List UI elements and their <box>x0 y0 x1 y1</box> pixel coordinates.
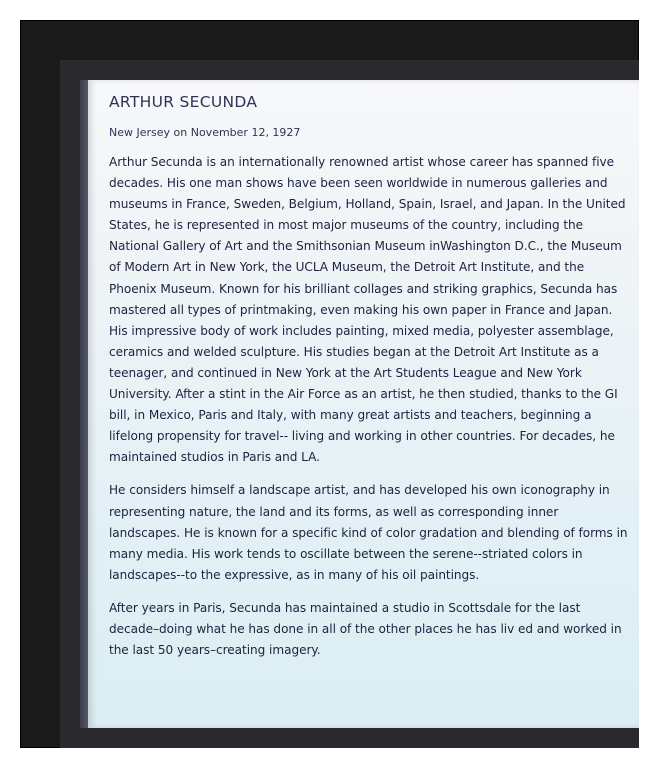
biography-paragraph-1: Arthur Secunda is an internationally renowned artist whose career has spanned five decades. His one man shows have been seen worldwide in numerous galleries and museums in France, Sweden, Belgium, Holland, Spain, Israel, and Japan. In the United States, he is represented in most major museums of the country, including the National Gallery of Art and the Smithsonian Museum inWashington D.C., the Museum of Modern Art in New York, the UCLA Museum, the Detroit Art Institute, and the Phoenix Museum. Known for his brilliant collages and striking graphics, Secunda has mastered all types of printmaking, even making his own paper in France and Japan. His impressive body of work includes painting, mixed media, polyester assemblage, ceramics and welded sculpture. His studies began at the Detroit Art Institute as a teenager, and continued in New York at the Art Students League and New York University. After a stint in the Air Force as an artist, he then studied, thanks to the GI bill, in Mexico, Paris and Italy, with many great artists and teachers, beginning a lifelong propensity for travel-- living and working in other countries. For decades, he maintained studios in Paris and LA. <box>109 155 626 465</box>
placard-content <box>109 92 629 673</box>
biography-paragraph-2: He considers himself a landscape artist, and has developed his own iconography in representing nature, the land and its forms, as well as corresponding inner landscapes. He is known for a specific kind of color gradation and blending of forms in many media. His work tends to oscillate between the serene--striated colors in landscapes--to the expressive, as in many of his oil paintings. <box>109 483 628 582</box>
placard-edge <box>80 80 88 728</box>
artist-birth: New Jersey on November 12, 1927 <box>109 126 301 139</box>
biography-paragraph-3: After years in Paris, Secunda has maintained a studio in Scottsdale for the last decade–doing what he has done in all of the other places he has liv ed and worked in the last 50 years–creating imagery. <box>109 600 622 658</box>
artist-name: ARTHUR SECUNDA <box>109 93 258 111</box>
photograph <box>60 60 639 748</box>
placard <box>88 80 639 728</box>
frame-mat <box>20 20 639 748</box>
